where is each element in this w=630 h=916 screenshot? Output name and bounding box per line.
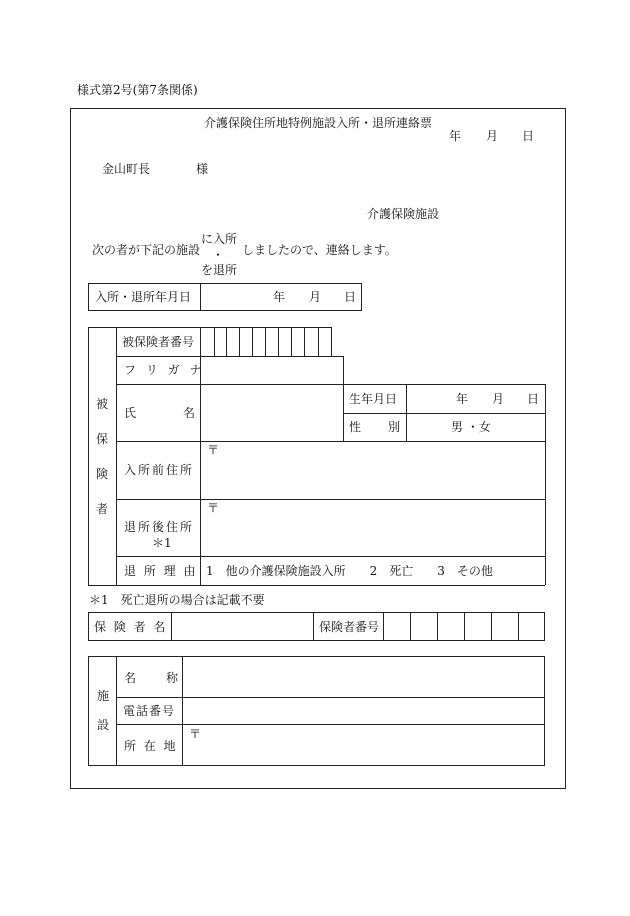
addressee-name: 金山町長 [102,162,151,176]
birth-day: 日 [527,392,540,406]
move-date-label: 入所・退所年月日 [95,290,192,304]
digit-cell [464,612,465,641]
line [116,356,343,357]
digit-cell [252,327,253,356]
line [88,327,331,328]
digit-cell [214,327,215,356]
insured-section-char-1: 被 [96,397,109,411]
digit-cell [226,327,227,356]
line [545,384,546,585]
line [313,612,314,641]
facility-section-char-2: 設 [97,718,110,732]
facility-section-char-1: 施 [97,689,110,703]
name-label: 氏 [124,406,137,420]
line [343,413,545,414]
digit-cell [278,327,279,356]
line [116,697,545,698]
line [116,327,117,585]
reason-label: 退 所 理 由 [124,564,198,578]
digit-cell [318,327,319,356]
reason-options: 1 他の介護保険施設入所 2 死亡 3 その他 [206,564,493,578]
digit-cell [304,327,305,356]
insured-number-label: 被保険者番号 [122,335,195,349]
sex-label: 性 [349,420,362,434]
line [116,724,545,725]
line [88,585,545,586]
digit-cell [491,612,492,641]
move-date-day: 日 [344,290,357,304]
line [383,612,384,641]
line [88,327,89,585]
notice-prefix: 次の者が下記の施設 [92,243,201,257]
move-date-year: 年 [273,290,286,304]
date-day: 日 [522,129,535,143]
furigana-label: フ リ ガ ナ [124,363,205,377]
digit-cell [518,612,519,641]
line [116,656,117,766]
insured-section-char-3: 険 [96,467,109,481]
facility-postal-mark: 〒 [189,727,202,741]
insurer-name-label: 保 険 者 名 [94,620,168,634]
postal-mark-next: 〒 [207,501,220,515]
facility-name-label: 名 [124,671,137,685]
insured-section-char-4: 者 [96,502,109,516]
date-year: 年 [449,129,462,143]
next-address-label: 退所後住所 [124,520,195,534]
birth-year: 年 [456,392,469,406]
notice-option-admit: に入所 [201,232,238,246]
line [116,441,545,442]
notice-option-leave: を退所 [201,263,238,277]
line [331,327,332,356]
line [343,356,344,441]
notice-suffix: しましたので、連絡します。 [242,243,397,257]
addressee-honorific: 様 [196,162,209,176]
postal-mark-prev: 〒 [207,443,220,457]
form-title: 介護保険住所地特例施設入所・退所連絡票 [204,116,433,130]
sex-label-2: 別 [388,420,401,434]
digit-cell [265,327,266,356]
digit-cell [291,327,292,356]
footnote: ＊1 死亡退所の場合は記載不要 [89,593,265,607]
name-label-2: 名 [183,406,196,420]
line [116,556,545,557]
date-month: 月 [486,129,499,143]
next-address-note: ＊1 [152,536,172,550]
sex-options: 男 ・女 [451,420,491,434]
divider [200,283,201,311]
insurer-number-label: 保険者番号 [319,620,380,634]
digit-cell [437,612,438,641]
move-date-month: 月 [309,290,322,304]
facility-phone-label: 電話番号 [123,704,176,718]
line [116,384,545,385]
line [182,656,183,766]
facility-address-label: 所 在 地 [124,739,178,753]
birth-month: 月 [492,392,505,406]
form-label: 様式第2号(第7条関係) [77,83,198,97]
digit-cell [410,612,411,641]
line [171,612,172,641]
birth-label: 生年月日 [349,392,398,406]
line [116,499,545,500]
prev-address-label: 入所前住所 [124,463,195,477]
sender-label: 介護保険施設 [367,207,440,221]
digit-cell [239,327,240,356]
insured-section-char-2: 保 [96,432,109,446]
facility-name-label-2: 称 [166,671,179,685]
notice-option-sep: ・ [212,248,225,262]
